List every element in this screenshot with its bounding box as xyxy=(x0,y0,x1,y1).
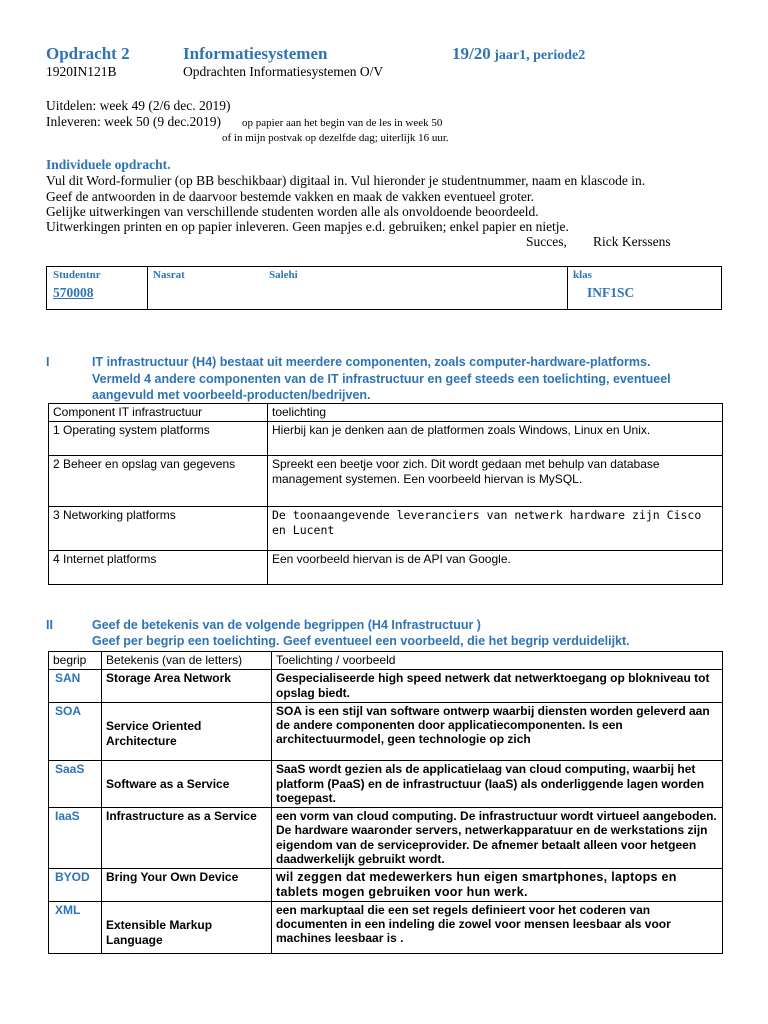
component-cell: 3 Networking platforms xyxy=(49,507,268,551)
intro-heading: Individuele opdracht. xyxy=(46,157,171,172)
column-header: Betekenis (van de letters) xyxy=(102,652,272,670)
period xyxy=(452,44,585,64)
question-2-line-1: Geef de betekenis van de volgende begrippen (H4 Infrastructuur ) xyxy=(92,618,481,632)
subject-title: Informatiesystemen xyxy=(183,44,328,63)
component-cell: 2 Beheer en opslag van gegevens xyxy=(49,456,268,507)
student-info-box xyxy=(46,266,722,310)
intro-line-2: Geef de antwoorden in de daarvoor bestemde vakken en maak de vakken eventueel groter. xyxy=(46,189,535,204)
meaning-cell[interactable]: Bring Your Own Device xyxy=(102,868,272,901)
term-cell: SOA xyxy=(49,703,102,761)
question-2-line-2: Geef per begrip een toelichting. Geef eventueel een voorbeeld, die het begrip verduidelijkt. xyxy=(92,634,630,648)
deadline-note-2: of in mijn postvak op dezelfde dag; uiterlijk 16 uur. xyxy=(222,132,449,144)
deadline-note-1: op papier aan het begin van de les in week 50 xyxy=(242,117,443,129)
table-header-row xyxy=(49,652,723,670)
explanation-cell[interactable]: Hierbij kan je denken aan de platformen zoals Windows, Linux en Unix. xyxy=(268,422,723,456)
question-1-line-3: aangevuld met voorbeeld-producten/bedrijven. xyxy=(92,388,371,402)
explanation-cell[interactable]: SaaS wordt gezien als de applicatielaag van cloud computing, waarbij het platform (PaaS) en de infrastructuur (IaaS) als onderliggende lagen worden toegepast. xyxy=(272,761,723,808)
term-cell: XML xyxy=(49,901,102,953)
question-2-number: II xyxy=(46,618,53,632)
explanation-cell[interactable]: een vorm van cloud computing. De infrastructuur wordt virtueel aangeboden. De hardware waaronder servers, netwerkapparatuur en de werkstations zijn eigendom van de serviceprovider. De afnemer betaalt alleen voor hetgeen daadwerkelijk gebruikt wordt. xyxy=(272,807,723,868)
student-firstname-field[interactable]: Nasrat xyxy=(153,269,185,281)
assignment-title: Opdracht 2 xyxy=(46,44,130,63)
term-cell: BYOD xyxy=(49,868,102,901)
term-cell: SaaS xyxy=(49,761,102,808)
closing: Succes, xyxy=(526,234,567,249)
explanation-cell[interactable]: SOA is een stijl van software ontwerp waarbij diensten worden geleverd aan de andere componenten door applicatiecomponenten. Is een architectuurmodel, geen technologie op zich xyxy=(272,703,723,761)
intro-line-1: Vul dit Word-formulier (op BB beschikbaar) digitaal in. Vul hieronder je studentnummer, naam en klascode in. xyxy=(46,173,646,188)
table-row xyxy=(49,807,723,868)
year-period: jaar1, periode2 xyxy=(490,48,586,63)
school-year: 19/20 xyxy=(452,44,491,63)
meaning-cell[interactable]: Infrastructure as a Service xyxy=(102,807,272,868)
class-label: klas xyxy=(573,269,592,281)
student-number-label: Studentnr xyxy=(53,269,101,281)
author: Rick Kerssens xyxy=(593,234,671,249)
meaning-cell[interactable]: Service Oriented Architecture xyxy=(102,703,272,761)
meaning-cell[interactable]: Software as a Service xyxy=(102,761,272,808)
table-header-row xyxy=(49,404,723,422)
table-row xyxy=(49,551,723,585)
intro-line-4: Uitwerkingen printen en op papier inleveren. Geen mapjes e.d. gebruiken; enkel papier en nietje. xyxy=(46,219,569,234)
meaning-cell[interactable]: Storage Area Network xyxy=(102,670,272,703)
question-1-number: I xyxy=(46,355,50,369)
table-row xyxy=(49,703,723,761)
explanation-cell[interactable]: Spreekt een beetje voor zich. Dit wordt gedaan met behulp van database management systemen. Een voorbeeld hiervan is MySQL. xyxy=(268,456,723,507)
table-row xyxy=(49,761,723,808)
table-row xyxy=(49,868,723,901)
explanation-cell[interactable]: Een voorbeeld hiervan is de API van Google. xyxy=(268,551,723,585)
explanation-cell[interactable]: wil zeggen dat medewerkers hun eigen smartphones, laptops en tablets mogen gebruiken voor hun werk. xyxy=(272,868,723,901)
table-row xyxy=(49,507,723,551)
component-cell: 1 Operating system platforms xyxy=(49,422,268,456)
explanation-cell[interactable]: Gespecialiseerde high speed netwerk dat netwerktoegang op blokniveau tot opslag biedt. xyxy=(272,670,723,703)
column-header: Component IT infrastructuur xyxy=(49,404,268,422)
explanation-cell[interactable]: een markuptaal die een set regels definieert voor het coderen van documenten in een indeling die zowel voor mensen leesbaar als voor machines leesbaar is . xyxy=(272,901,723,953)
course-code: 1920IN121B xyxy=(46,64,117,79)
term-cell: IaaS xyxy=(49,807,102,868)
column-header: toelichting xyxy=(268,404,723,422)
table-row xyxy=(49,456,723,507)
components-table xyxy=(48,403,723,585)
intro-line-3: Gelijke uitwerkingen van verschillende studenten worden alle als onvoldoende beoordeeld. xyxy=(46,204,539,219)
student-lastname-field[interactable]: Salehi xyxy=(269,269,298,281)
class-field[interactable]: INF1SC xyxy=(587,285,635,300)
question-1-line-1: IT infrastructuur (H4) bestaat uit meerdere componenten, zoals computer-hardware-platforms. xyxy=(92,355,651,369)
meaning-cell[interactable]: Extensible Markup Language xyxy=(102,901,272,953)
column-header: begrip xyxy=(49,652,102,670)
table-row xyxy=(49,422,723,456)
student-number-field[interactable]: 570008 xyxy=(53,285,94,300)
table-row xyxy=(49,901,723,953)
deadline-date: Inleveren: week 50 (9 dec.2019) xyxy=(46,114,222,129)
table-row xyxy=(49,670,723,703)
explanation-cell[interactable]: De toonaangevende leveranciers van netwerk hardware zijn Cisco en Lucent xyxy=(268,507,723,551)
course-name: Opdrachten Informatiesystemen O/V xyxy=(183,64,384,79)
handout-date: Uitdelen: week 49 (2/6 dec. 2019) xyxy=(46,98,231,113)
column-header: Toelichting / voorbeeld xyxy=(272,652,723,670)
component-cell: 4 Internet platforms xyxy=(49,551,268,585)
term-cell: SAN xyxy=(49,670,102,703)
terms-table xyxy=(48,651,723,954)
question-1-line-2: Vermeld 4 andere componenten van de IT infrastructuur en geef steeds een toelichting, eventueel xyxy=(92,372,671,386)
